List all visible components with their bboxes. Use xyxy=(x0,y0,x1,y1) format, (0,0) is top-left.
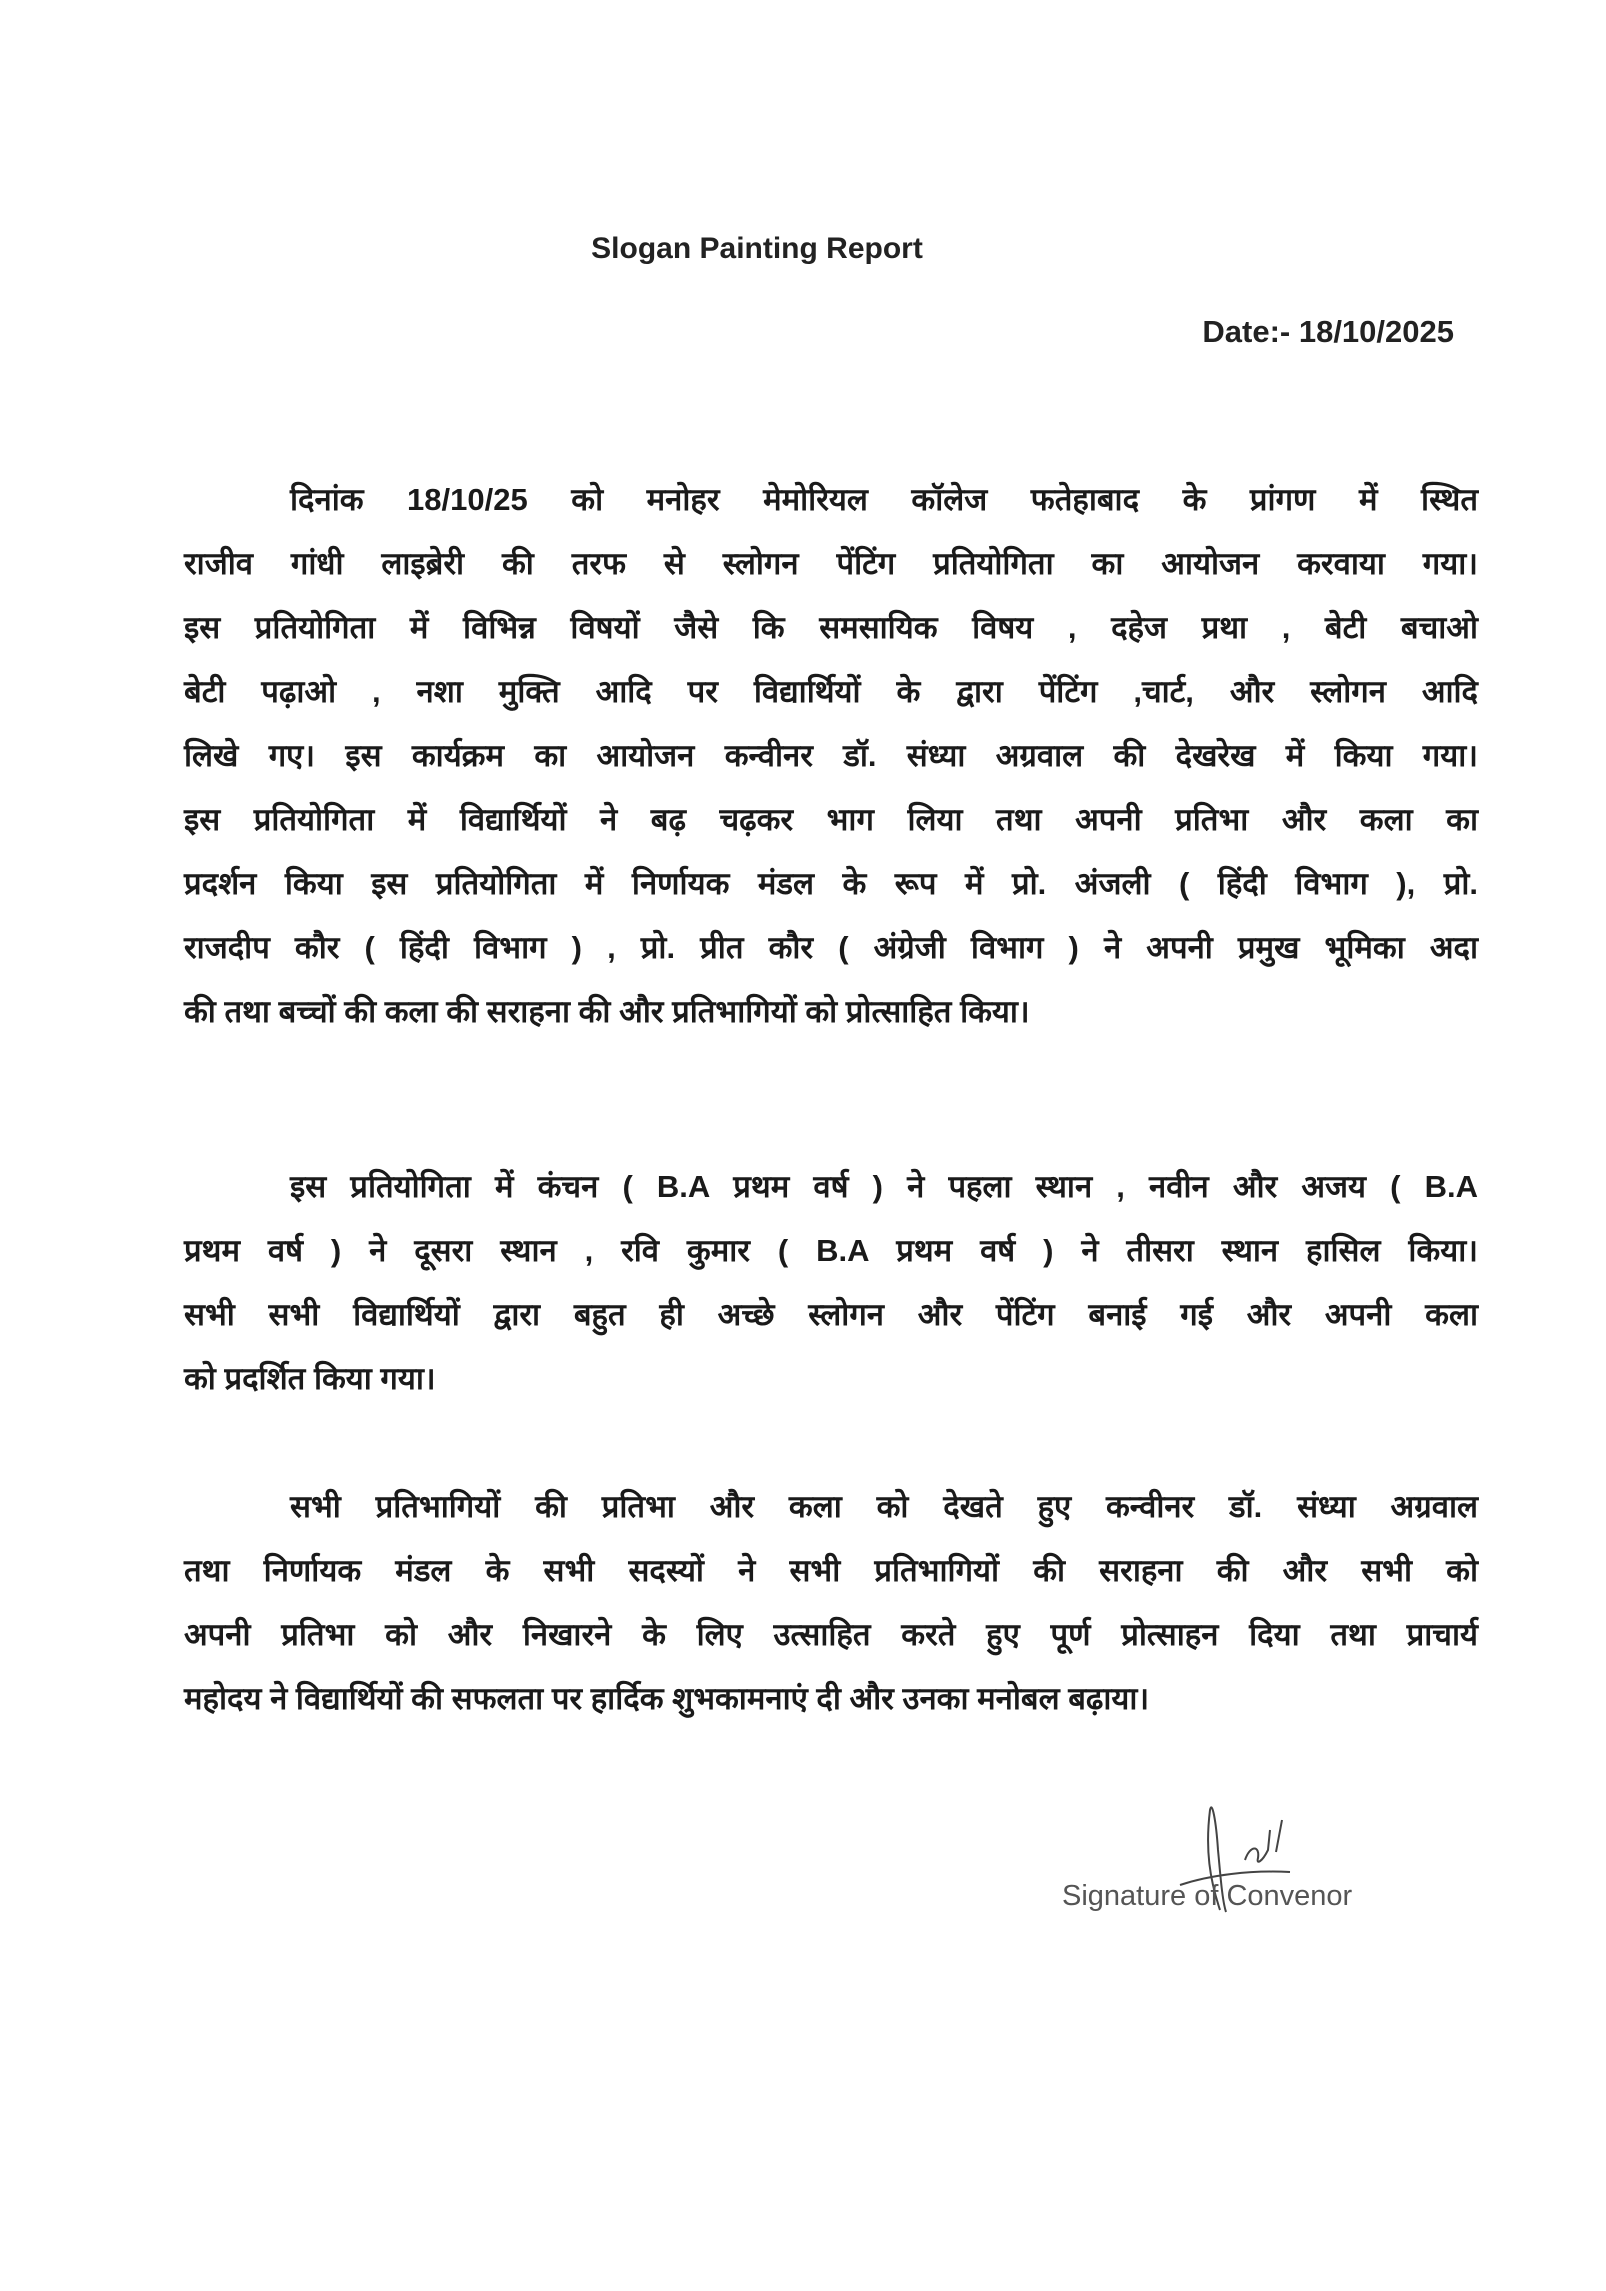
report-date: Date:- 18/10/2025 xyxy=(1202,314,1454,349)
text-line: तथा निर्णायक मंडल के सभी सदस्यों ने सभी प्रतिभागियों की सराहना की और सभी को xyxy=(184,1553,1478,1588)
paragraph-event-description xyxy=(184,468,1478,1044)
text-line: लिखे गए। इस कार्यक्रम का आयोजन कन्वीनर डॉ. संध्या अग्रवाल की देखरेख में किया गया। xyxy=(184,738,1478,773)
text-line: राजदीप कौर ( हिंदी विभाग ) , प्रो. प्रीत कौर ( अंग्रेजी विभाग ) ने अपनी प्रमुख भूमिका अदा xyxy=(184,930,1478,965)
text-line: की तथा बच्चों की कला की सराहना की और प्रतिभागियों को प्रोत्साहित किया। xyxy=(184,994,1030,1029)
text-line: इस प्रतियोगिता में कंचन ( B.A प्रथम वर्ष ) ने पहला स्थान , नवीन और अजय ( B.A xyxy=(290,1169,1478,1204)
report-title: Slogan Painting Report xyxy=(591,232,923,265)
text-line: इस प्रतियोगिता में विभिन्न विषयों जैसे कि समसायिक विषय , दहेज प्रथा , बेटी बचाओ xyxy=(184,610,1478,645)
text-line: इस प्रतियोगिता में विद्यार्थियों ने बढ़ चढ़कर भाग लिया तथा अपनी प्रतिभा और कला का xyxy=(184,802,1478,837)
text-line: बेटी पढ़ाओ , नशा मुक्ति आदि पर विद्यार्थियों के द्वारा पेंटिंग ,चार्ट, और स्लोगन आदि xyxy=(184,674,1478,709)
text-line: महोदय ने विद्यार्थियों की सफलता पर हार्दिक शुभकामनाएं दी और उनका मनोबल बढ़ाया। xyxy=(184,1681,1150,1716)
signature-label: Signature of Convenor xyxy=(1062,1880,1353,1912)
text-line: को प्रदर्शित किया गया। xyxy=(184,1361,436,1396)
text-line: प्रदर्शन किया इस प्रतियोगिता में निर्णायक मंडल के रूप में प्रो. अंजली ( हिंदी विभाग ), प्रो. xyxy=(184,866,1478,901)
text-line: प्रथम वर्ष ) ने दूसरा स्थान , रवि कुमार ( B.A प्रथम वर्ष ) ने तीसरा स्थान हासिल किया। xyxy=(184,1233,1478,1268)
text-line: राजीव गांधी लाइब्रेरी की तरफ से स्लोगन पेंटिंग प्रतियोगिता का आयोजन करवाया गया। xyxy=(184,546,1478,581)
text-line: सभी प्रतिभागियों की प्रतिभा और कला को देखते हुए कन्वीनर डॉ. संध्या अग्रवाल xyxy=(290,1489,1478,1524)
text-line: अपनी प्रतिभा को और निखारने के लिए उत्साहित करते हुए पूर्ण प्रोत्साहन दिया तथा प्राचार्य xyxy=(184,1617,1478,1652)
text-line: सभी सभी विद्यार्थियों द्वारा बहुत ही अच्छे स्लोगन और पेंटिंग बनाई गई और अपनी कला xyxy=(184,1297,1478,1332)
paragraph-winners xyxy=(184,1155,1478,1411)
text-line: दिनांक 18/10/25 को मनोहर मेमोरियल कॉलेज फतेहाबाद के प्रांगण में स्थित xyxy=(290,482,1478,517)
paragraph-conclusion xyxy=(184,1475,1478,1731)
